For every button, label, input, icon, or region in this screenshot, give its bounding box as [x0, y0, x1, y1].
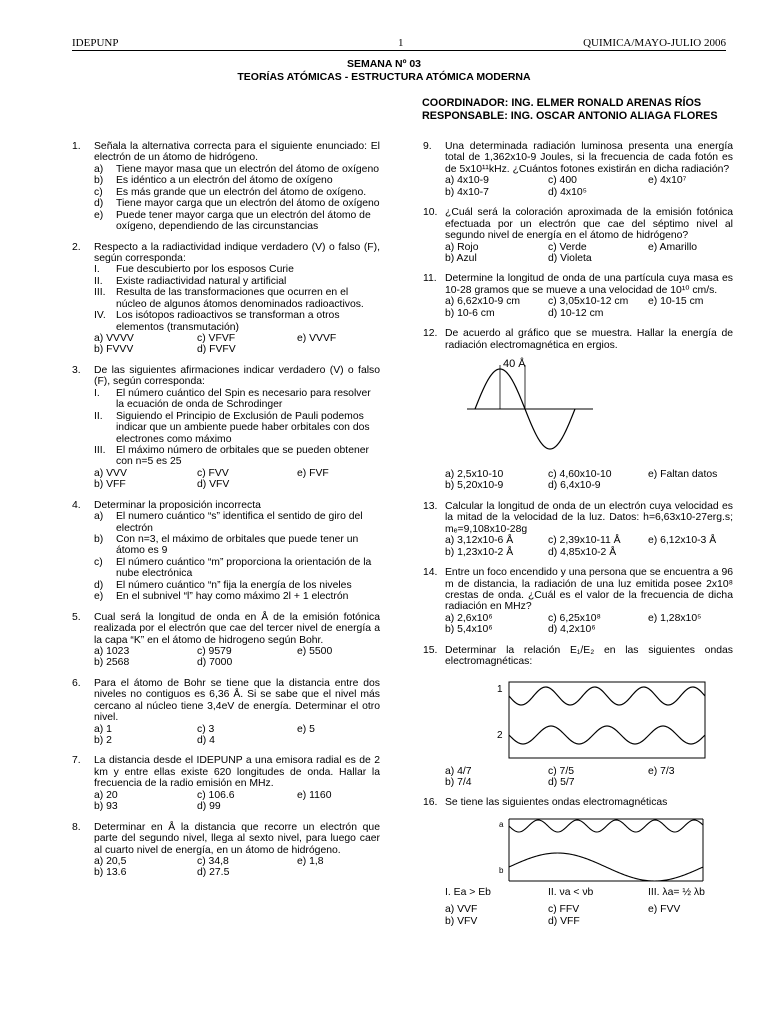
question-number: 14.: [423, 567, 438, 579]
answer-option: e) 5500: [297, 645, 333, 657]
answer-option: d) 10-12 cm: [548, 307, 604, 319]
statement-text: Con n=3, el máximo de orbitales que puede tener un átomo es 9: [116, 534, 359, 557]
answer-option: d) 99: [197, 801, 221, 813]
answer-option: a) VVV: [94, 467, 127, 479]
answer-option: b) VFF: [94, 479, 126, 491]
answer-option: [648, 916, 748, 927]
two-waves-figure: [469, 672, 709, 762]
coordinator-line: COORDINADOR: ING. ELMER RONALD ARENAS RÍOS: [422, 97, 702, 109]
answer-option: b) Azul: [445, 252, 477, 264]
statement-text: Tiene mayor masa que un electrón del átomo de oxígeno: [116, 163, 380, 175]
question-number: 7.: [72, 755, 81, 767]
question-number: 10.: [423, 207, 438, 219]
statement-label: III.: [94, 444, 106, 456]
question: [72, 365, 380, 491]
statement-item: [94, 264, 380, 275]
statement-text: Es más grande que un electrón del átomo de oxígeno.: [116, 186, 367, 198]
question-stem: La distancia desde el IDEPUNP a una emisora radial es de 2 km y entre ellas existe 620 longitudes de onda. Hallar la frecuencia de la radio emisión en MHz.: [94, 755, 380, 790]
answer-options: [94, 790, 380, 813]
question: [423, 567, 733, 636]
statement-text: Existe radiactividad natural y artificial: [116, 275, 287, 287]
answer-option: d) 4: [197, 735, 215, 746]
answer-option: c) 6,25x10⁸: [548, 612, 601, 624]
answer-option: c) 3: [197, 723, 215, 735]
wave-b-label: b: [499, 865, 504, 875]
statement-text: Puede tener mayor carga que un electrón del átomo de oxígeno, dependiendo de las circunstancias: [116, 209, 371, 233]
header-institution: IDEPUNP: [72, 37, 119, 49]
answer-option: c) VFVF: [197, 333, 236, 344]
answer-option: a) 4x10-9: [445, 175, 489, 187]
answer-option: [648, 253, 748, 264]
statement-text: El número cuántico “n” fija la energía de los niveles: [116, 579, 352, 591]
answer-option: a) 2,6x10⁶: [445, 612, 493, 624]
statement-item: [94, 388, 380, 411]
answer-option: d) 4,85x10-2 Å: [548, 546, 617, 558]
question-stem: Se tiene las siguientes ondas electromagnéticas: [445, 797, 668, 809]
answer-option: a) 1023: [94, 645, 130, 657]
statement-label: a): [94, 163, 104, 175]
statement-row: [445, 887, 733, 898]
wave-b: [509, 853, 703, 881]
statement-item: [94, 210, 380, 233]
question: [72, 822, 380, 879]
statement-item: [94, 175, 380, 186]
question-stem: Determinar la proposición incorrecta: [94, 499, 261, 511]
answer-option: d) VFV: [197, 479, 230, 491]
answer-option: e) Amarillo: [648, 241, 698, 253]
answer-option: [648, 624, 748, 635]
header-page-number: 1: [398, 37, 404, 49]
answer-option: b) 4x10-7: [445, 186, 489, 198]
answer-option: d) 6,4x10-9: [548, 480, 601, 492]
answer-option: e) 10-15 cm: [648, 296, 704, 308]
answer-option: c) FVV: [197, 467, 229, 479]
answer-option: [297, 735, 397, 746]
answer-option: e) 4x10⁷: [648, 175, 687, 187]
question: [423, 328, 733, 492]
question-stem: Cual será la longitud de onda en Å de la emisión fotónica realizada por el electrón que cae del tercer nivel de energía a la capa “K” en el átomo de hidrogeno según Bohr.: [94, 611, 380, 646]
answer-option: b) 93: [94, 801, 118, 813]
title-week: SEMANA Nº 03: [346, 58, 422, 70]
statement-item: [94, 557, 380, 580]
page-header: [72, 36, 726, 51]
answer-options: [445, 175, 733, 198]
answer-option: c) 400: [548, 175, 577, 187]
statement-label: e): [94, 591, 104, 603]
statement-label: I.: [94, 387, 100, 399]
question: [423, 141, 733, 198]
statement-text: Fue descubierto por los esposos Curie: [116, 264, 294, 276]
answer-option: e) 1,8: [297, 855, 324, 867]
answer-option: d) 4x10⁵: [548, 186, 587, 198]
answer-option: b) 10-6 cm: [445, 307, 495, 319]
statement-item: [94, 580, 380, 591]
statement-item: [94, 511, 380, 534]
question-number: 5.: [72, 611, 81, 623]
answer-option: a) 20: [94, 789, 118, 801]
statement-label: c): [94, 556, 103, 568]
answer-option: [297, 867, 397, 878]
statement-label: II.: [94, 410, 103, 422]
answer-options: [94, 468, 380, 491]
answer-option: c) FFV: [548, 904, 580, 916]
answer-option: b) 7/4: [445, 777, 472, 788]
right-column: [423, 141, 733, 936]
answer-option: c) 7/5: [548, 765, 574, 777]
statement-label: b): [94, 534, 104, 545]
answer-option: b) 5,4x10⁶: [445, 624, 493, 636]
statement-label: c): [94, 186, 103, 198]
answer-option: d) VFF: [548, 915, 580, 927]
answer-option: a) Rojo: [445, 241, 479, 253]
answer-options: [445, 904, 733, 927]
answer-options: [94, 856, 380, 879]
question-number: 6.: [72, 677, 81, 689]
wave-2: [509, 726, 705, 744]
answer-option: a) VVVV: [94, 333, 134, 344]
question-number: 15.: [423, 644, 438, 656]
question-number: 9.: [423, 141, 432, 152]
answer-option: b) FVVV: [94, 344, 134, 356]
answer-option: d) Violeta: [548, 252, 592, 264]
question-stem: Señala la alternativa correcta para el siguiente enunciado: El electrón de un átomo de hidrógeno.: [94, 141, 380, 164]
answer-option: [648, 480, 748, 491]
question-stem: De las siguientes afirmaciones indicar verdadero (V) o falso (F), según corresponda:: [94, 364, 380, 388]
question-stem: Para el átomo de Bohr se tiene que la distancia entre dos niveles no contiguos es 6,36 Å. Si se sabe que el nivel más cercano al núcleo tiene 3,4eV de energía. Determinar el otro nivel.: [94, 677, 380, 724]
question: [72, 141, 380, 233]
answer-option: b) 2: [94, 735, 112, 746]
question-stem: Determine la longitud de onda de una partícula cuya masa es 10-28 gramos que se mueve a una velocidad de 10¹⁰ cm/s.: [445, 273, 733, 296]
answer-option: b) 13.6: [94, 867, 127, 879]
question: [423, 273, 733, 319]
question-number: 11.: [423, 273, 437, 285]
statement: III. λa= ½ λb: [648, 886, 705, 898]
statement-text: Siguiendo el Principio de Exclusión de Pauli podemos indicar que un ambiente puede haber orbitales con dos electrones como máximo: [116, 410, 370, 445]
statement-label: d): [94, 579, 104, 591]
answer-option: d) 4,2x10⁶: [548, 624, 596, 636]
statement-label: IV.: [94, 310, 106, 322]
question: [423, 207, 733, 264]
question-stem: Determinar en Å la distancia que recorre un electrón que parte del segundo nivel, llega al sexto nivel, para luego caer al cuarto nivel de energía, en un átomo de hidrógeno.: [94, 821, 380, 856]
question-stem: De acuerdo al gráfico que se muestra. Hallar la energía de radiación electromagnética en ergios.: [445, 328, 733, 351]
question-stem: Determinar la relación E₁/E₂ en las siguientes ondas electromagnéticas:: [445, 644, 733, 668]
answer-options: [445, 613, 733, 636]
title-topic: TEORÍAS ATÓMICAS - ESTRUCTURA ATÓMICA MODERNA: [237, 71, 531, 84]
statement-text: El numero cuántico “s” identifica el sentido de giro del electrón: [116, 511, 363, 534]
statement-item: [94, 187, 380, 198]
answer-options: [94, 724, 380, 747]
answer-option: e) 6,12x10-3 Å: [648, 535, 717, 547]
question-number: 16.: [423, 797, 438, 809]
answer-option: e) VVVF: [297, 333, 337, 344]
statement-item: [94, 534, 380, 557]
question: [72, 500, 380, 603]
answer-option: d) 5/7: [548, 777, 575, 788]
answer-option: e) FVF: [297, 467, 329, 479]
statement-item: [94, 287, 380, 310]
answer-option: b) 5,20x10-9: [445, 480, 504, 492]
document-title: [0, 58, 768, 84]
answer-option: d) 7000: [197, 657, 233, 669]
wave-1-label: 1: [497, 683, 503, 695]
statement-text: Los isótopos radioactivos se transforman a otros elementos (transmutación): [116, 310, 340, 333]
answer-option: a) 6,62x10-9 cm: [445, 296, 521, 308]
statement-item: [94, 411, 380, 445]
answer-option: e) 1,28x10⁵: [648, 612, 702, 624]
statement-item: [94, 310, 380, 333]
statement: I. Ea > Eb: [445, 886, 491, 898]
answer-option: d) FVFV: [197, 344, 236, 356]
statement-text: En el subnivel “l” hay como máximo 2l + 1 electrón: [116, 591, 349, 603]
answer-option: [648, 187, 748, 198]
left-column: [72, 141, 380, 888]
staff-block: [422, 97, 718, 123]
answer-option: c) 106.6: [197, 789, 235, 801]
wave-2-label: 2: [497, 729, 503, 741]
statement-label: a): [94, 511, 104, 523]
statement-item: [94, 276, 380, 287]
answer-options: [445, 766, 733, 789]
question-number: 8.: [72, 821, 81, 833]
wave-frame: [509, 682, 705, 758]
question: [423, 501, 733, 558]
answer-options: [445, 296, 733, 319]
answer-option: e) FVV: [648, 904, 681, 916]
wave-figure-40-angstrom: [465, 355, 595, 465]
wave-1: [509, 687, 705, 705]
answer-options: [94, 333, 380, 356]
answer-option: a) 20,5: [94, 855, 127, 867]
two-waves-figure-ab: [469, 813, 709, 883]
answer-options: [445, 242, 733, 265]
answer-option: b) 1,23x10-2 Å: [445, 546, 514, 558]
question: [72, 242, 380, 356]
statement-label: III.: [94, 287, 106, 299]
question: [72, 612, 380, 669]
answer-option: [297, 801, 397, 812]
statement-item: [94, 591, 380, 602]
question-number: 3.: [72, 364, 81, 376]
statement: II. νa < νb: [548, 886, 594, 898]
answer-option: a) 2,5x10-10: [445, 469, 504, 480]
answer-option: d) 27.5: [197, 867, 230, 879]
answer-option: a) VVF: [445, 904, 478, 916]
question: [72, 755, 380, 812]
answer-options: [445, 469, 733, 492]
statement-text: El número cuántico “m” proporciona la orientación de la nube electrónica: [116, 556, 372, 580]
statement-item: [94, 445, 380, 468]
wave-a: [509, 820, 703, 832]
question-number: 13.: [423, 500, 438, 512]
answer-option: e) 7/3: [648, 765, 675, 777]
answer-option: [297, 479, 397, 490]
question: [72, 678, 380, 747]
statement-text: Resulta de las transformaciones que ocurren en el núcleo de algunos átomos denominados radioactivos.: [116, 287, 364, 310]
answer-option: [648, 308, 748, 319]
answer-option: [648, 777, 748, 788]
statement-text: El número cuántico del Spin es necesario para resolver la ecuación de onda de Schrodinger: [116, 387, 371, 411]
question: [423, 645, 733, 789]
question-stem: Calcular la longitud de onda de un electrón cuya velocidad es la mitad de la velocidad de la luz. Datos: h=6,63x10-27erg.s; mₑ=9,108x10-28g: [445, 500, 733, 535]
statement-item: [94, 164, 380, 175]
answer-option: [648, 547, 748, 558]
header-course: QUIMICA/MAYO-JULIO 2006: [583, 37, 726, 49]
statement-label: b): [94, 175, 104, 187]
answer-options: [94, 646, 380, 669]
question-number: 12.: [423, 328, 438, 340]
answer-option: e) Faltan datos: [648, 469, 718, 480]
answer-option: a) 1: [94, 723, 112, 735]
statement-label: II.: [94, 275, 103, 287]
answer-option: b) VFV: [445, 915, 478, 927]
answer-option: [297, 657, 397, 668]
answer-options: [445, 535, 733, 558]
statement-text: Tiene mayor carga que un electrón del átomo de oxígeno: [116, 198, 380, 210]
question-stem: ¿Cuál será la coloración aproximada de la emisión fotónica efectuada por un electrón que cae del séptimo nivel al segundo nivel de energía en el átomo de hidrógeno?: [445, 207, 733, 242]
answer-option: a) 4/7: [445, 765, 472, 777]
wave-a-label: a: [499, 819, 504, 829]
statement-item: [94, 198, 380, 209]
question: [423, 797, 733, 927]
question-number: 2.: [72, 241, 81, 253]
answer-option: e) 1160: [297, 789, 332, 801]
answer-option: c) 34,8: [197, 855, 229, 867]
answer-option: c) 2,39x10-11 Å: [548, 535, 621, 547]
answer-option: e) 5: [297, 723, 315, 735]
question-stem: Respecto a la radiactividad indique verdadero (V) o falso (F), según corresponda:: [94, 241, 380, 264]
question-number: 1.: [72, 141, 81, 152]
figure-label: 40 Å: [503, 358, 526, 370]
answer-option: c) 9579: [197, 645, 232, 657]
answer-option: c) Verde: [548, 241, 587, 253]
answer-option: c) 3,05x10-12 cm: [548, 296, 629, 308]
question-stem: Entre un foco encendido y una persona que se encuentra a 96 m de distancia, la radiación de una luz emitida posee 2x10⁸ crestas de onda. ¿Cuál es el valor de la frecuencia de dicha radiación en MHz?: [445, 567, 733, 613]
question-stem: Una determinada radiación luminosa presenta una energía total de 1,362x10-9 Joules, si la frecuencia de cada fotón es de 5x10¹¹kHz. ¿Cuántos fotones existirán en dicha radiación?: [445, 141, 733, 175]
statement-label: d): [94, 198, 104, 210]
answer-option: c) 4,60x10-10: [548, 469, 612, 480]
answer-option: a) 3,12x10-6 Å: [445, 535, 514, 547]
statement-label: I.: [94, 264, 100, 276]
responsible-line: RESPONSABLE: ING. OSCAR ANTONIO ALIAGA FLORES: [422, 109, 718, 122]
statement-text: Es idéntico a un electrón del átomo de oxígeno: [116, 175, 333, 187]
question-number: 4.: [72, 499, 81, 511]
statement-label: e): [94, 209, 104, 221]
answer-option: b) 2568: [94, 657, 130, 669]
statement-text: El máximo número de orbitales que se pueden obtener con n=5 es 25: [116, 444, 369, 468]
answer-option: [297, 344, 397, 355]
